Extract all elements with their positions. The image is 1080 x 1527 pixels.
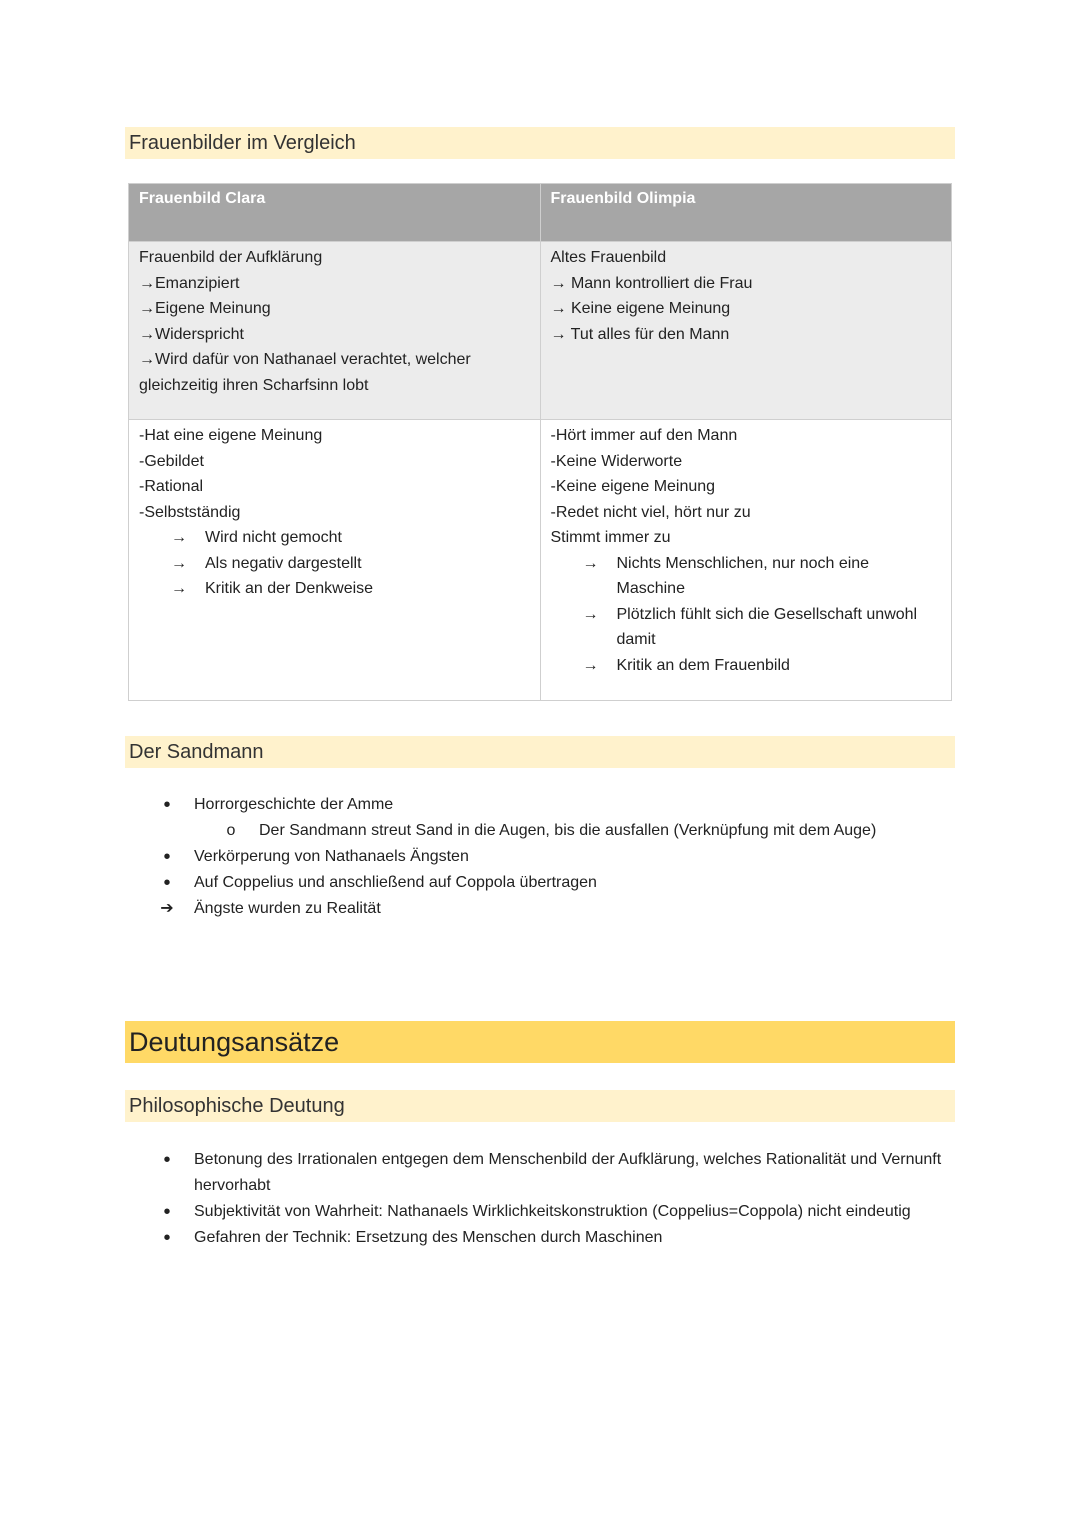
text-line: Altes Frauenbild xyxy=(550,249,667,266)
text-line: → Tut alles für den Mann xyxy=(550,325,730,343)
text-line: → Keine eigene Meinung xyxy=(550,300,731,317)
text-line: -Rational xyxy=(139,478,204,495)
section-title-sandmann: Der Sandmann xyxy=(125,736,955,768)
sub-point: → Nichts Menschlichen, nur noch eine Maschine xyxy=(551,551,942,602)
arrow-icon: → xyxy=(582,554,599,572)
bullet-icon xyxy=(160,1199,174,1227)
bullet-icon xyxy=(160,870,174,898)
arrow-icon: → xyxy=(582,656,599,674)
text-line: Frauenbild der Aufklärung xyxy=(139,249,323,266)
header-olimpia: Frauenbild Olimpia xyxy=(540,184,952,242)
list-item: • Betonung des Irrationalen entgegen dem Menschenbild der Aufklärung, welches Rationalität und Vernunft hervorhabt xyxy=(160,1147,960,1199)
cell-clara-traits xyxy=(129,420,541,701)
text-line: -Hat eine eigene Meinung xyxy=(139,427,323,444)
sub-point: → Kritik an dem Frauenbild xyxy=(551,653,942,679)
arrow-icon: ➔ xyxy=(160,900,174,917)
text-line: →Wird dafür von Nathanael verachtet, welcher xyxy=(139,351,471,368)
text-line: → Mann kontrolliert die Frau xyxy=(550,274,753,292)
section-title-frauenbilder: Frauenbilder im Vergleich xyxy=(125,127,955,159)
bullet-icon xyxy=(160,1147,174,1175)
heading-deutungsansaetze: Deutungsansätze xyxy=(125,1021,955,1063)
list-item: • Horrorgeschichte der Amme xyxy=(160,792,876,818)
bullet-icon xyxy=(160,1225,174,1253)
cell-olimpia-traits xyxy=(540,420,952,701)
sandmann-list xyxy=(160,792,876,922)
text-line: -Hört immer auf den Mann xyxy=(550,427,738,444)
section-title-philosophische-deutung: Philosophische Deutung xyxy=(125,1090,955,1122)
philosophie-list xyxy=(160,1147,960,1251)
header-clara: Frauenbild Clara xyxy=(129,184,541,242)
text-line: Stimmt immer zu xyxy=(550,529,671,546)
list-item: • Gefahren der Technik: Ersetzung des Menschen durch Maschinen xyxy=(160,1225,960,1251)
bullet-icon xyxy=(160,844,174,872)
list-item: • Verkörperung von Nathanaels Ängsten xyxy=(160,844,876,870)
arrow-icon: → xyxy=(582,605,599,623)
text-line: -Gebildet xyxy=(139,452,204,470)
arrow-icon: → xyxy=(171,554,187,572)
text-line: -Redet nicht viel, hört nur zu xyxy=(550,503,751,521)
list-item: o Der Sandmann streut Sand in die Augen, bis die ausfallen (Verknüpfung mit dem Auge) xyxy=(160,818,876,844)
sub-point: → Als negativ dargestellt xyxy=(139,551,530,577)
text-line: →Widerspricht xyxy=(139,325,244,343)
cell-clara-overview xyxy=(129,242,541,420)
arrow-icon: → xyxy=(171,529,187,546)
text-line: →Emanzipiert xyxy=(139,274,240,292)
cell-olimpia-overview xyxy=(540,242,952,420)
sub-point: → Wird nicht gemocht xyxy=(139,525,530,551)
circle-bullet-icon: o xyxy=(226,822,236,839)
text-line: gleichzeitig ihren Scharfsinn lobt xyxy=(139,376,369,394)
arrow-icon: → xyxy=(171,580,187,597)
bullet-icon xyxy=(160,792,174,820)
comparison-table xyxy=(128,183,952,701)
text-line: -Keine eigene Meinung xyxy=(550,478,716,495)
sub-point: → Plötzlich fühlt sich die Gesellschaft unwohl damit xyxy=(551,602,942,653)
text-line: -Selbstständig xyxy=(139,503,241,521)
sub-point: → Kritik an der Denkweise xyxy=(139,576,530,602)
text-line: -Keine Widerworte xyxy=(550,452,683,470)
list-item: ➔ Ängste wurden zu Realität xyxy=(160,896,876,922)
text-line: →Eigene Meinung xyxy=(139,300,271,317)
list-item: • Subjektivität von Wahrheit: Nathanaels Wirklichkeitskonstruktion (Coppelius=Coppola) nicht eindeutig xyxy=(160,1199,960,1225)
list-item: • Auf Coppelius und anschließend auf Coppola übertragen xyxy=(160,870,876,896)
